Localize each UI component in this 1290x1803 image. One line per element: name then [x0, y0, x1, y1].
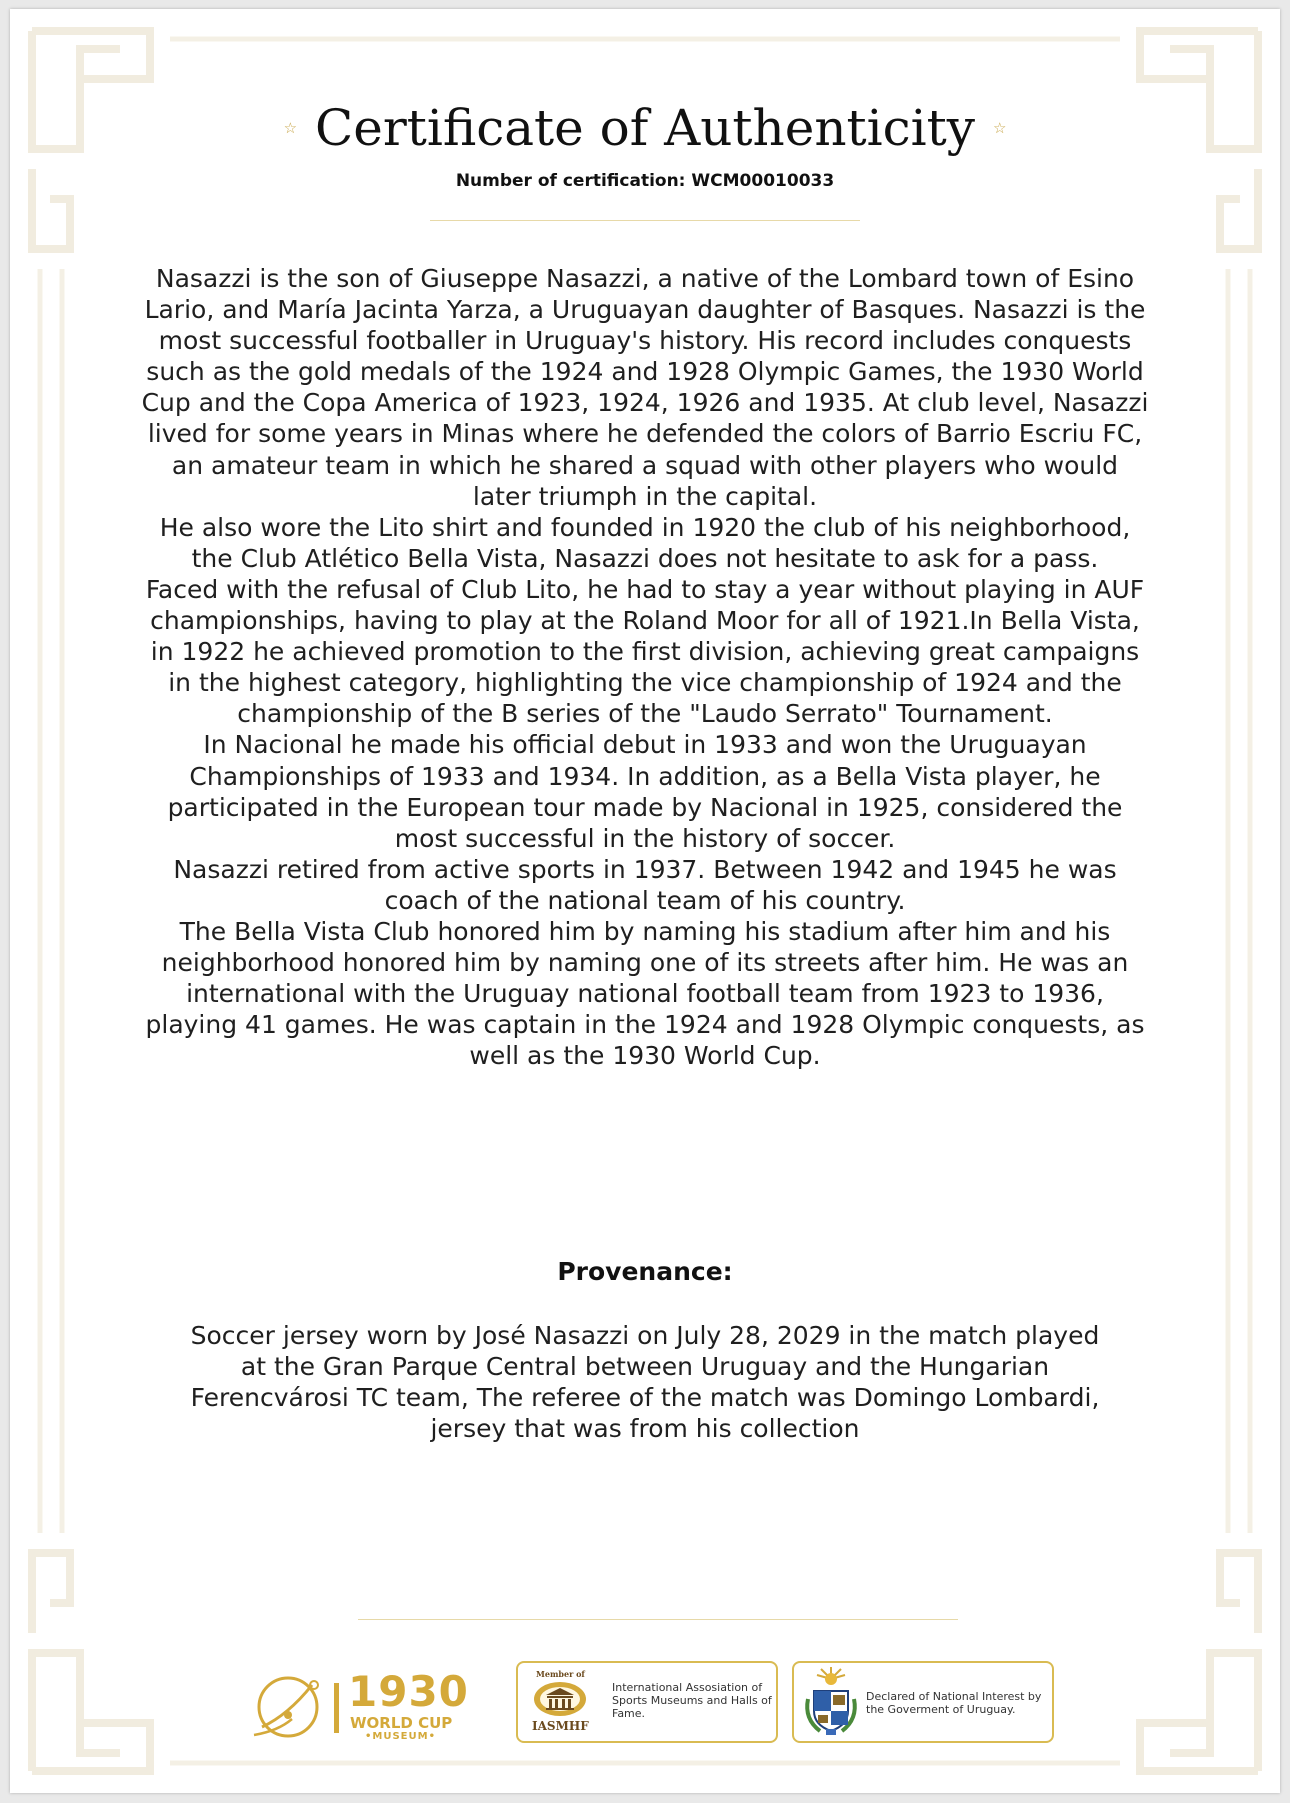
- museum-subtitle: WORLD CUP: [350, 1714, 453, 1732]
- government-description: Declared of National Interest by the Goverment of Uruguay.: [866, 1690, 1042, 1716]
- certificate-content: [130, 9, 1160, 1793]
- biography-paragraph: He also wore the Lito shirt and founded in 1920 the club of his neighborhood, the Club Atlético Bella Vista, Nasazzi does not hesitate to ask for a pass.: [159, 512, 1131, 573]
- museum-building-icon: [532, 1679, 588, 1719]
- coat-of-arms-icon: [800, 1665, 862, 1739]
- museum-subtitle-2: •MUSEUM•: [365, 1731, 436, 1742]
- iasmhf-description: International Assosiation of Sports Museums and Halls of Fame.: [612, 1681, 772, 1720]
- divider-bottom: [358, 1619, 958, 1620]
- certification-number: [130, 171, 1160, 191]
- title-row: [130, 93, 1160, 163]
- biography-paragraph: Nasazzi is the son of Giuseppe Nasazzi, a native of the Lombard town of Esino Lario, and María Jacinta Yarza, a Uruguayan daughter of Basques. Nasazzi is the most successful footballer in Uruguay's history. His record includes conquests such as the gold medals of the 1924 and 1928 Olympic Games, the 1930 World Cup and the Copa America of 1923, 1924, 1926 and 1935. At club level, Nasazzi lived for some years in Minas where he defended the colors of Barrio Escriu FC, an amateur team in which he shared a squad with other players who would later triumph in the capital.: [141, 264, 1149, 511]
- biography-paragraph: In Nacional he made his official debut in 1933 and won the Uruguayan Championships of 1933 and 1934. In addition, as a Bella Vista player, he participated in the European tour made by Nacional in 1925, considered the most successful in the history of soccer.: [167, 730, 1123, 853]
- certificate-page: [10, 9, 1280, 1793]
- government-badge: [792, 1661, 1054, 1743]
- star-icon: ☆: [283, 119, 298, 137]
- world-cup-museum-logo: [248, 1661, 483, 1753]
- provenance-text: [180, 1320, 1110, 1444]
- football-globe-icon: [248, 1671, 323, 1746]
- logo-separator: [334, 1683, 339, 1733]
- member-of-label: Member of: [536, 1669, 585, 1679]
- certification-number-label: Number of certification:: [455, 171, 686, 191]
- star-icon: ☆: [992, 119, 1007, 137]
- biography-paragraph: Nasazzi retired from active sports in 1937. Between 1942 and 1945 he was coach of the national team of his country.: [173, 854, 1117, 915]
- biography-paragraph: The Bella Vista Club honored him by naming his stadium after him and his neighborhood honored him by naming one of its streets after him. He was an international with the Uruguay national football team from 1923 to 1936, playing 41 games. He was captain in the 1924 and 1928 Olympic conquests, as well as the 1930 World Cup.: [145, 916, 1145, 1071]
- footer-logos: [130, 1657, 1160, 1757]
- biography-paragraph: Faced with the refusal of Club Lito, he had to stay a year without playing in AUF championships, having to play at the Roland Moor for all of 1921.In Bella Vista, in 1922 he achieved promotion to the first division, achieving great campaigns in the highest category, highlighting the vice championship of 1924 and the championship of the B series of the "Laudo Serrato" Tournament.: [145, 574, 1145, 729]
- certificate-title: Certificate of Authenticity: [315, 99, 975, 157]
- certification-number-value: WCM00010033: [691, 171, 835, 191]
- museum-year: 1930: [348, 1667, 469, 1716]
- iasmhf-acronym: IASMHF: [532, 1719, 589, 1733]
- provenance-paragraph: Soccer jersey worn by José Nasazzi on July 28, 2029 in the match played at the Gran Parque Central between Uruguay and the Hungarian Ferencvárosi TC team, The referee of the match was Domingo Lombardi, jersey that was from his collection: [190, 1321, 1100, 1444]
- iasmhf-badge: [516, 1661, 778, 1743]
- biography-text: [140, 263, 1150, 1071]
- provenance-heading: Provenance:: [557, 1257, 733, 1286]
- divider-top: [430, 220, 860, 221]
